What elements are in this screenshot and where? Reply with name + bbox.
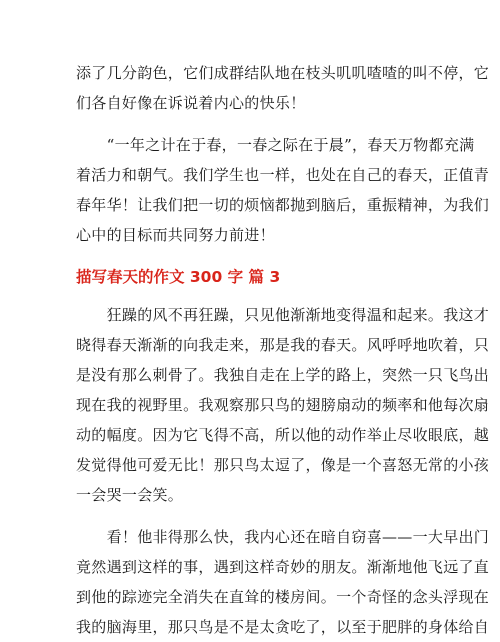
surprise-paragraph [76,522,490,642]
paragraph-line: 们各自好像在诉说着内心的快乐！ [76,94,306,112]
paragraph-line: 是没有那么刺骨了。我独自走在上学的路上，突然一只飞鸟出 [76,366,490,384]
paragraph-line: 狂躁的风不再狂躁，只见他渐渐地变得温和起来。我这才 [76,306,490,324]
paragraph-line: 动的幅度。因为它飞得不高，所以他的动作举止尽收眼底，越 [76,426,490,444]
paragraph-line: 着活力和朝气。我们学生也一样，也处在自己的春天，正值青 [76,166,490,184]
paragraph-line: 现在我的视野里。我观察那只鸟的翅膀扇动的频率和他每次扇 [76,396,490,414]
section-heading: 描写春天的作文 300 字 篇 3 [76,268,281,286]
paragraph-line: 看！他非得那么快，我内心还在暗自窃喜——一大早出门 [76,528,490,546]
paragraph-line: 一会哭一会笑。 [76,486,184,504]
paragraph-line: “一年之计在于春，一春之际在于晨”，春天万物都充满 [76,136,475,154]
paragraph-line: 添了几分韵色，它们成群结队地在枝头叽叽喳喳的叫不停，它 [76,64,490,82]
paragraph-line: 晓得春天渐渐的向我走来，那是我的春天。风呼呼地吹着，只 [76,336,490,354]
paragraph-line: 到他的踪迹完全消失在直耸的楼房间。一个奇怪的念头浮现在 [76,588,490,606]
paragraph-line: 发觉得他可爱无比！那只鸟太逗了，像是一个喜怒无常的小孩 [76,456,490,474]
paragraph-line: 心中的目标而共同努力前进！ [76,226,275,244]
spring-quote-paragraph [76,130,490,250]
paragraph-line: 竟然遇到这样的事，遇到这样奇妙的朋友。渐渐地他飞远了直 [76,558,490,576]
bird-paragraph [76,300,490,510]
paragraph-line: 我的脑海里，那只鸟是不是太贪吃了，以至于肥胖的身体给自 [76,618,490,636]
intro-paragraph [76,0,490,118]
paragraph-line: 春年华！让我们把一切的烦恼都抛到脑后，重振精神，为我们 [76,196,490,214]
